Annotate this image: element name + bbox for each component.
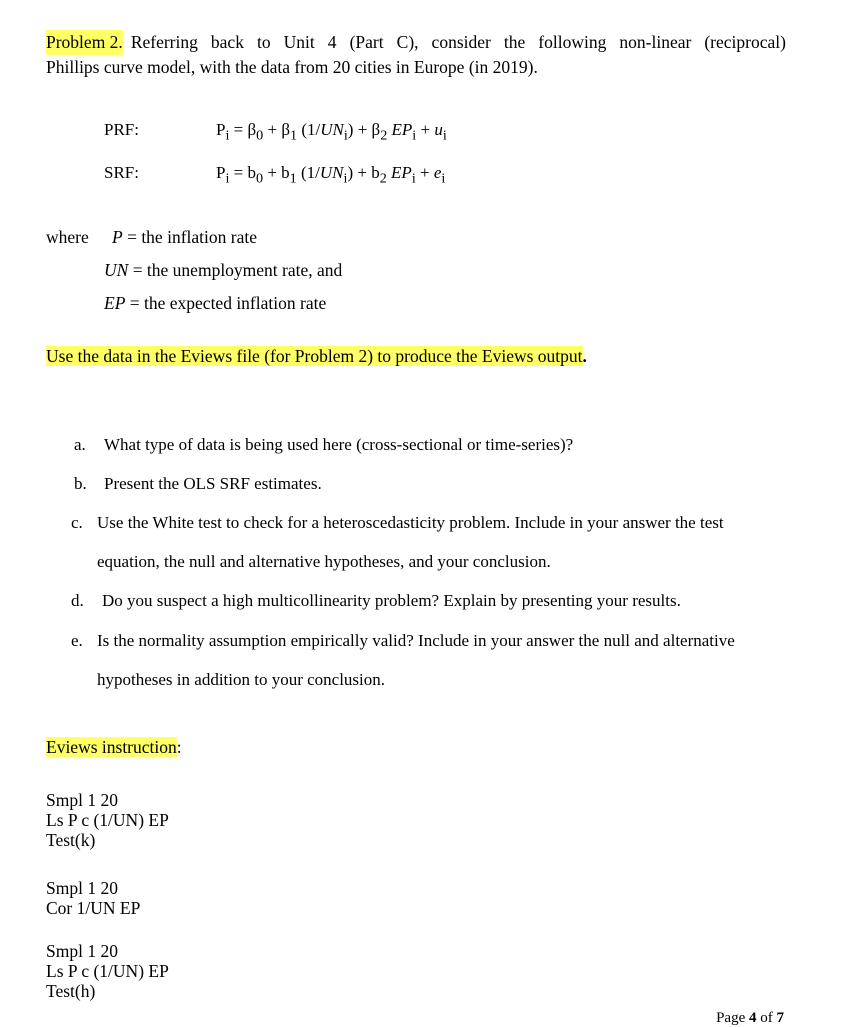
def-inflation: P = the inflation rate xyxy=(112,227,257,247)
question-c: c. Use the White test to check for a heteroscedasticity problem. Include in your answer the test xyxy=(71,513,724,532)
intro-word: consider xyxy=(431,32,491,52)
srf-equation: $P_i = b_0 + b_1$ $(1/UN_i) + b_2$ $EP_i + e_i$ xyxy=(216,163,446,187)
question-c-continued: equation, the null and alternative hypotheses, and your conclusion. xyxy=(97,552,551,571)
question-a: a. What type of data is being used here (cross-sectional or time-series)? xyxy=(74,435,574,454)
where-label: where xyxy=(46,227,89,247)
intro-word: 4 xyxy=(327,32,337,52)
eviews-block-2: Smpl 1 20 Cor 1/UN EP xyxy=(46,878,141,918)
intro-line-1 xyxy=(46,30,786,55)
intro-word: C), xyxy=(396,32,419,52)
data-instruction: Use the data in the Eviews file (for Problem 2) to produce the Eviews output. xyxy=(46,346,587,366)
page-number: Page 4 of 7 xyxy=(716,1010,784,1026)
intro-word: following xyxy=(538,32,607,52)
problem-label: Problem 2. xyxy=(46,30,123,55)
prf-equation: $P_i = \beta_0 + \beta_1$ $(1/UN_i) + \beta_2$ $EP_i + u_i$ xyxy=(216,120,447,144)
question-b: b. Present the OLS SRF estimates. xyxy=(74,474,322,493)
intro-word: Unit xyxy=(283,32,315,52)
question-d: d. Do you suspect a high multicollinearity problem? Explain by presenting your results. xyxy=(71,591,681,610)
prf-label: PRF: xyxy=(104,120,139,139)
srf-label: SRF: xyxy=(104,163,139,182)
question-e-continued: hypotheses in addition to your conclusion. xyxy=(97,670,386,689)
intro-word: the xyxy=(503,32,526,52)
def-expected-inflation: EP = the expected inflation rate xyxy=(104,293,327,313)
intro-paragraph xyxy=(46,30,786,80)
intro-word: (reciprocal) xyxy=(704,32,786,52)
eviews-heading: Eviews instruction: xyxy=(46,737,182,757)
question-e: e. Is the normality assumption empirically valid? Include in your answer the null and alternative xyxy=(71,631,735,650)
intro-word: Referring xyxy=(130,32,198,52)
intro-word: back xyxy=(210,32,244,52)
eviews-block-3: Smpl 1 20 Ls P c (1/UN) EP Test(h) xyxy=(46,941,169,1001)
intro-line-2: Phillips curve model, with the data from 20 cities in Europe (in 2019). xyxy=(46,57,538,77)
intro-line-1-rest xyxy=(131,30,786,55)
eviews-block-1: Smpl 1 20 Ls P c (1/UN) EP Test(k) xyxy=(46,790,169,850)
intro-word: (Part xyxy=(349,32,384,52)
def-unemployment: UN = the unemployment rate, and xyxy=(104,260,343,280)
intro-word: to xyxy=(256,32,271,52)
intro-word: non-linear xyxy=(619,32,692,52)
